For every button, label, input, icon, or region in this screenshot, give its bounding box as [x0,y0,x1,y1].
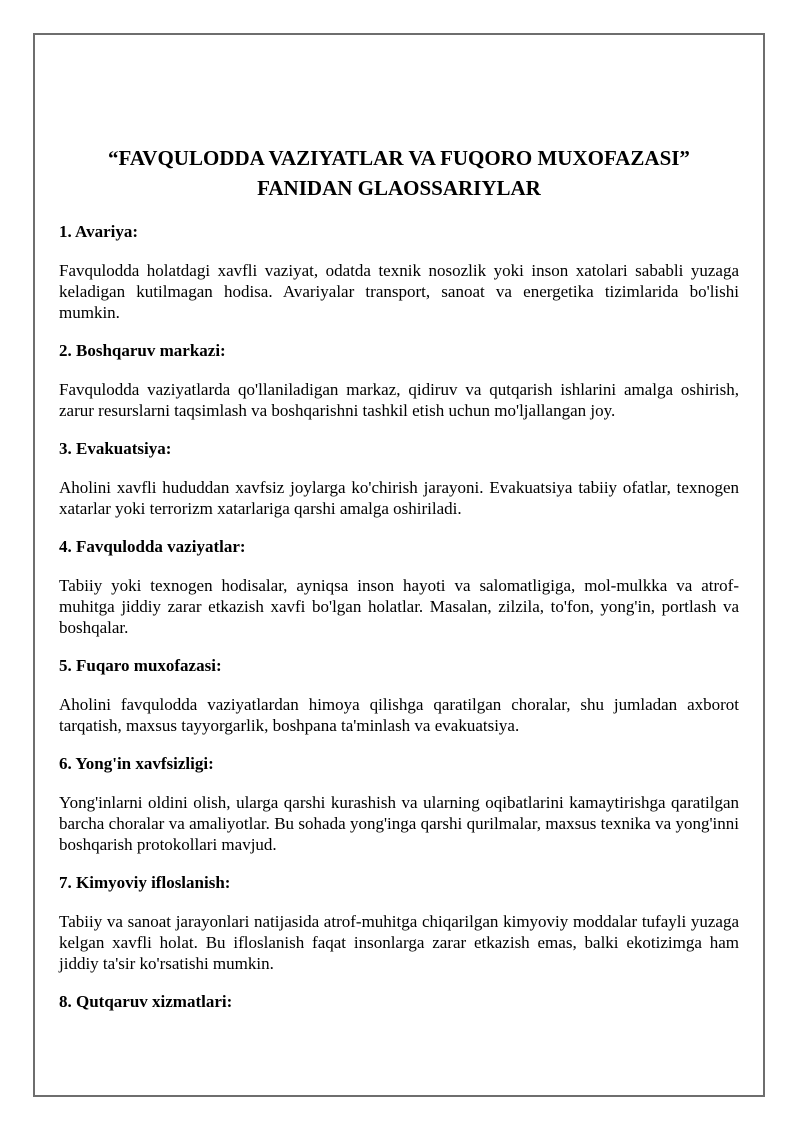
glossary-entry-3 [59,438,739,519]
glossary-entry-5 [59,655,739,736]
glossary-term: 4. Favqulodda vaziyatlar: [59,537,246,556]
glossary-definition: Yong'inlarni oldini olish, ularga qarshi kurashish va ularning oqibatlarini kamaytirishga qaratilgan barcha choralar va amaliyotlar. Bu sohada yong'inga qarshi qurilmalar, maxsus texnika va yong'inni boshqarish protokollari mavjud. [59,793,739,854]
glossary-definition: Aholini xavfli hududdan xavfsiz joylarga ko'chirish jarayoni. Evakuatsiya tabiiy ofatlar, texnogen xatarlar yoki terrorizm xatarlariga qarshi amalga oshiriladi. [59,478,739,518]
title-line-2: FANIDAN GLAOSSARIYLAR [257,176,541,200]
glossary-term: 1. Avariya: [59,222,139,241]
glossary-definition: Favqulodda holatdagi xavfli vaziyat, odatda texnik nosozlik yoki inson xatolari sababli yuzaga keladigan kutilmagan hodisa. Avariyalar transport, sanoat va energetika tizimlarida bo'lishi mumkin. [59,261,739,322]
glossary-term: 7. Kimyoviy ifloslanish: [59,873,231,892]
glossary-entry-6 [59,753,739,855]
glossary-entry-4 [59,536,739,638]
glossary-term: 6. Yong'in xavfsizligi: [59,754,214,773]
glossary-definition: Favqulodda vaziyatlarda qo'llaniladigan markaz, qidiruv va qutqarish ishlarini amalga oshirish, zarur resurslarni taqsimlash va boshqarishni tashkil etish uchun mo'ljallangan joy. [59,380,739,420]
document-page [33,33,765,1097]
glossary-term: 5. Fuqaro muxofazasi: [59,656,222,675]
glossary-entry-8 [59,991,739,1013]
glossary-definition: Tabiiy yoki texnogen hodisalar, ayniqsa inson hayoti va salomatligiga, mol-mulkka va atrof-muhitga jiddiy zarar etkazish xavfi bo'lgan holatlar. Masalan, zilzila, to'fon, yong'in, portlash va boshqalar. [59,576,739,637]
glossary-entry-1 [59,221,739,323]
glossary-term: 8. Qutqaruv xizmatlari: [59,992,233,1011]
title-line-1: “FAVQULODDA VAZIYATLAR VA FUQORO MUXOFAZASI” [108,146,690,170]
document-content [59,143,739,1030]
glossary-term: 2. Boshqaruv markazi: [59,341,226,360]
glossary-definition: Aholini favqulodda vaziyatlardan himoya qilishga qaratilgan choralar, shu jumladan axborot tarqatish, maxsus tayyorgarlik, boshpana ta'minlash va evakuatsiya. [59,695,739,735]
document-title [59,143,739,203]
glossary-entry-7 [59,872,739,974]
glossary-definition: Tabiiy va sanoat jarayonlari natijasida atrof-muhitga chiqarilgan kimyoviy moddalar tufayli yuzaga kelgan xavfli holat. Bu ifloslanish faqat insonlarga zarar etkazish emas, balki ekotizimga ham jiddiy ta'sir ko'rsatishi mumkin. [59,912,739,973]
glossary-entry-2 [59,340,739,421]
glossary-term: 3. Evakuatsiya: [59,439,172,458]
